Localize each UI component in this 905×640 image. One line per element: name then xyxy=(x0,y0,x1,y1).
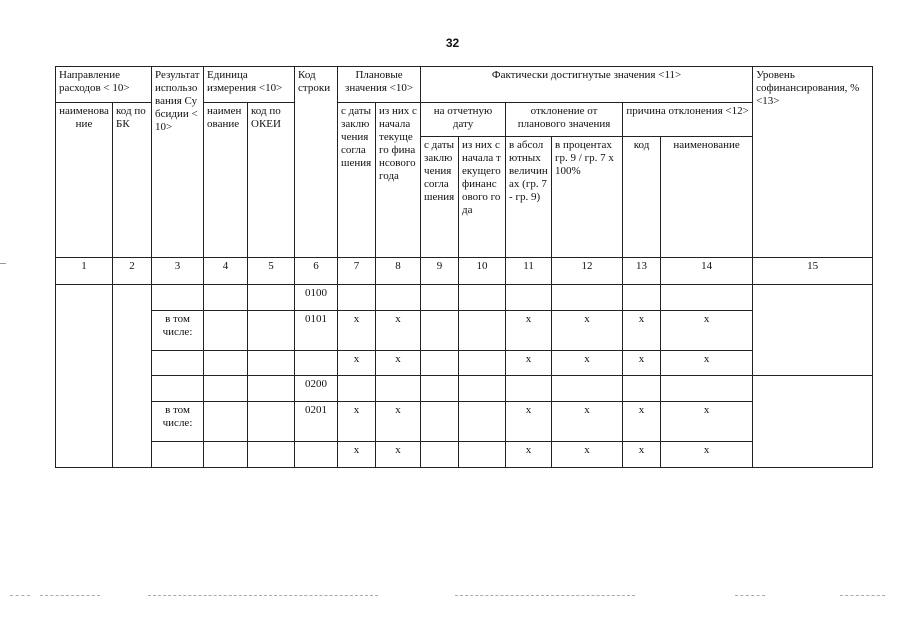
cell-plan-s-daty: х xyxy=(338,402,376,442)
cell-fact-s-daty xyxy=(421,310,459,350)
cell-prichina-naim: х xyxy=(661,350,753,376)
column-number: 3 xyxy=(152,258,204,285)
header-napravlenie: Направление расходов < 10> xyxy=(56,67,152,103)
cell-edinica-naim xyxy=(204,284,248,310)
column-number: 5 xyxy=(248,258,295,285)
cell-edinica-naim xyxy=(204,376,248,402)
cell-edinica-naim xyxy=(204,310,248,350)
cell-uroven xyxy=(753,284,873,376)
cell-plan-iz-nih: х xyxy=(376,402,421,442)
cell-fact-iz-nih xyxy=(459,376,506,402)
scan-artifact xyxy=(10,595,30,596)
column-number: 13 xyxy=(623,258,661,285)
cell-prichina-naim xyxy=(661,284,753,310)
column-number: 8 xyxy=(376,258,421,285)
table-row xyxy=(56,376,873,402)
cell-kod-stroki: 0200 xyxy=(295,376,338,402)
column-number: 11 xyxy=(506,258,552,285)
cell-procentah: х xyxy=(552,350,623,376)
page-number: 32 xyxy=(445,36,460,50)
cell-plan-iz-nih: х xyxy=(376,350,421,376)
cell-plan-iz-nih: х xyxy=(376,310,421,350)
cell-plan-s-daty: х xyxy=(338,310,376,350)
cell-plan-s-daty xyxy=(338,284,376,310)
scan-artifact xyxy=(455,595,635,596)
cell-absolyutnyh xyxy=(506,376,552,402)
header-kod-stroki: Код строки xyxy=(295,67,338,258)
header-iz-nih-fact: из них с начала текущего финансового года xyxy=(459,136,506,257)
cell-prichina-naim: х xyxy=(661,402,753,442)
column-number: 6 xyxy=(295,258,338,285)
header-uroven: Уровень софинансирования, % <13> xyxy=(753,67,873,258)
cell-procentah xyxy=(552,376,623,402)
cell-okei xyxy=(248,284,295,310)
column-numbers-row xyxy=(56,258,873,285)
cell-absolyutnyh: х xyxy=(506,402,552,442)
cell-plan-s-daty: х xyxy=(338,442,376,468)
header-kod: код xyxy=(623,136,661,257)
cell-kod xyxy=(623,376,661,402)
cell-prichina-naim: х xyxy=(661,310,753,350)
cell-edinica-naim xyxy=(204,402,248,442)
cell-absolyutnyh xyxy=(506,284,552,310)
cell-absolyutnyh: х xyxy=(506,442,552,468)
cell-plan-iz-nih: х xyxy=(376,442,421,468)
table-row xyxy=(56,350,873,376)
header-naimenovanie: наименование xyxy=(56,102,113,257)
cell-fact-iz-nih xyxy=(459,442,506,468)
cell-rezultat: в том числе: xyxy=(152,310,204,350)
column-number: 1 xyxy=(56,258,113,285)
cell-kod: х xyxy=(623,402,661,442)
header-edinica: Единица измерения <10> xyxy=(204,67,295,103)
cell-fact-s-daty xyxy=(421,376,459,402)
header-absolyutnyh: в абсолютных величинах (гр. 7 - гр. 9) xyxy=(506,136,552,257)
cell-rezultat xyxy=(152,442,204,468)
cell-plan-s-daty: х xyxy=(338,350,376,376)
cell-plan-s-daty xyxy=(338,376,376,402)
cell-kod-bk xyxy=(113,284,152,467)
cell-kod: х xyxy=(623,350,661,376)
header-procentah: в процентах гр. 9 / гр. 7 х 100% xyxy=(552,136,623,257)
table-row xyxy=(56,310,873,350)
cell-rezultat xyxy=(152,376,204,402)
header-otklonenie: отклонение от планового значения xyxy=(506,102,623,136)
header-naimenovanie-prichiny: наименование xyxy=(661,136,753,257)
cell-procentah xyxy=(552,284,623,310)
table-row xyxy=(56,442,873,468)
header-rezultat: Результат использования Субсидии <10> xyxy=(152,67,204,258)
header-row-1 xyxy=(56,67,873,103)
column-number: 12 xyxy=(552,258,623,285)
cell-fact-iz-nih xyxy=(459,350,506,376)
cell-edinica-naim xyxy=(204,442,248,468)
cell-okei xyxy=(248,310,295,350)
cell-fact-iz-nih xyxy=(459,310,506,350)
header-edinica-naim: наименование xyxy=(204,102,248,257)
header-s-daty-fact: с даты заключения соглашения xyxy=(421,136,459,257)
header-prichina: причина отклонения <12> xyxy=(623,102,753,136)
cell-absolyutnyh: х xyxy=(506,310,552,350)
cell-procentah: х xyxy=(552,402,623,442)
cell-okei xyxy=(248,402,295,442)
cell-kod-stroki xyxy=(295,350,338,376)
cell-okei xyxy=(248,350,295,376)
report-table xyxy=(55,66,873,468)
scan-artifact xyxy=(40,595,100,596)
column-number: 10 xyxy=(459,258,506,285)
cell-kod-stroki: 0100 xyxy=(295,284,338,310)
cell-edinica-naim xyxy=(204,350,248,376)
cell-fact-iz-nih xyxy=(459,402,506,442)
column-number: 15 xyxy=(753,258,873,285)
cell-kod: х xyxy=(623,442,661,468)
cell-uroven xyxy=(753,376,873,468)
scan-artifact xyxy=(840,595,885,596)
cell-fact-s-daty xyxy=(421,442,459,468)
header-iz-nih: из них с начала текущего финансового года xyxy=(376,102,421,257)
cell-kod-stroki: 0201 xyxy=(295,402,338,442)
cell-kod xyxy=(623,284,661,310)
cell-rezultat xyxy=(152,284,204,310)
column-number: 9 xyxy=(421,258,459,285)
header-fakticheski: Фактически достигнутые значения <11> xyxy=(421,67,753,103)
column-number: 4 xyxy=(204,258,248,285)
cell-napravlenie-naim xyxy=(56,284,113,467)
cell-rezultat: в том числе: xyxy=(152,402,204,442)
column-number: 7 xyxy=(338,258,376,285)
header-s-daty: с даты заключения соглашения xyxy=(338,102,376,257)
cell-okei xyxy=(248,442,295,468)
cell-plan-iz-nih xyxy=(376,376,421,402)
scan-artifact xyxy=(735,595,765,596)
column-number: 2 xyxy=(113,258,152,285)
cell-fact-iz-nih xyxy=(459,284,506,310)
cell-fact-s-daty xyxy=(421,402,459,442)
header-edinica-okei: код по ОКЕИ xyxy=(248,102,295,257)
cell-fact-s-daty xyxy=(421,350,459,376)
header-na-otchetnuyu: на отчетную дату xyxy=(421,102,506,136)
cell-absolyutnyh: х xyxy=(506,350,552,376)
cell-kod-stroki: 0101 xyxy=(295,310,338,350)
cell-fact-s-daty xyxy=(421,284,459,310)
cell-rezultat xyxy=(152,350,204,376)
cell-procentah: х xyxy=(552,310,623,350)
cell-kod: х xyxy=(623,310,661,350)
column-number: 14 xyxy=(661,258,753,285)
table-row xyxy=(56,284,873,310)
scan-artifact xyxy=(148,595,378,596)
cell-plan-iz-nih xyxy=(376,284,421,310)
cell-prichina-naim: х xyxy=(661,442,753,468)
margin-mark xyxy=(0,263,6,264)
cell-kod-stroki xyxy=(295,442,338,468)
cell-prichina-naim xyxy=(661,376,753,402)
cell-okei xyxy=(248,376,295,402)
cell-procentah: х xyxy=(552,442,623,468)
header-kod-bk: код по БК xyxy=(113,102,152,257)
table-row xyxy=(56,402,873,442)
header-planovye: Плановые значения <10> xyxy=(338,67,421,103)
